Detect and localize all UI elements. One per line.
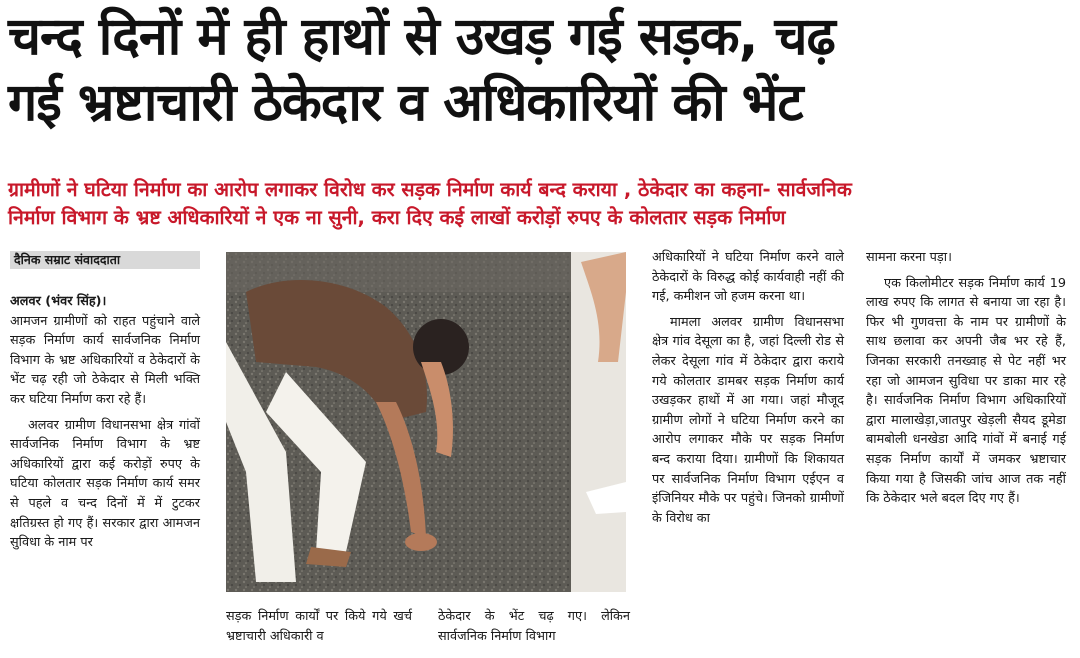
subheadline-line-2: निर्माण विभाग के भ्रष्ट अधिकारियों ने एक ना सुनी, करा दिए कई लाखों करोड़ों रुपए के कोलतार सड़क निर्माण bbox=[8, 206, 786, 229]
article-column-2 bbox=[226, 607, 412, 652]
paragraph: सड़क निर्माण कार्यों पर किये गये खर्च भ्रष्टाचारी अधिकारी व bbox=[226, 609, 412, 644]
subheadline bbox=[8, 176, 1072, 232]
subheadline-line-1: ग्रामीणों ने घटिया निर्माण का आरोप लगाकर विरोध कर सड़क निर्माण कार्य बन्द कराया , ठेकेदार का कहना- सार्वजनिक bbox=[8, 178, 852, 201]
dateline-paragraph bbox=[10, 292, 200, 312]
paragraph: सामना करना पड़ा। bbox=[866, 250, 952, 265]
news-photo bbox=[226, 252, 626, 592]
photo-illustration bbox=[226, 252, 626, 592]
headline-line-1: चन्द दिनों में ही हाथों से उखड़ गई सड़क, चढ़ bbox=[8, 7, 835, 67]
article-column-3 bbox=[438, 607, 630, 652]
byline: दैनिक सम्राट संवाददाता bbox=[10, 251, 200, 269]
headline bbox=[8, 4, 1072, 136]
paragraph: एक किलोमीटर सड़क निर्माण कार्य 19 लाख रुपए कि लागत से बनाया जा रहा है। फिर भी गुणवत्ता के नाम पर ग्रामीणों के साथ छलावा कर अपनी जैब भर रहे हैं, जिनका सरकारी तनख्वाह से पेट नहीं भर रहा जो आमजन सुविधा पर डाका मार रहे है। सार्वजनिक निर्माण विभाग अधिकारियों द्वारा मालाखेड़ा,जातपुर खेड़ली सैयद डूमेडा बामबोली धनखेडा आदि गांवों में बनाई गई सड़क निर्माण कार्यों में जमकर भ्रष्टाचार किया गया है जिसकी जांच आज तक नहीं कि ठेकेदार भले बदल दिए गए हैं। bbox=[866, 275, 1066, 507]
paragraph: मामला अलवर ग्रामीण विधानसभा क्षेत्र गांव देसूला का है, जहां दिल्ली रोड से लेकर देसूला गांव में ठेकेदार द्वारा कराये गये कोलतार डामबर सड़क निर्माण कार्य उखड़कर हाथों में आ गया। जहां मौजूद ग्रामीण लोगों ने घटिया निर्माण करने का आरोप लगाकर मौके पर सड़क निर्माण बन्द कराया दिया। ग्रामीणों कि शिकायत पर सार्वजनिक निर्माण विभाग एईएन व इंजिनियर मौके पर पहुंचे। जिनको ग्रामीणों के विरोध का bbox=[652, 314, 844, 526]
article-column-1 bbox=[10, 292, 200, 559]
headline-line-2: गई भ्रष्टाचारी ठेकेदार व अधिकारियों की भेंट bbox=[8, 73, 803, 133]
article-column-4 bbox=[652, 248, 844, 534]
dateline: अलवर (भंवर सिंह)। bbox=[10, 294, 107, 309]
paragraph: ठेकेदार के भेंट चढ़ गए। लेकिन सार्वजनिक निर्माण विभाग bbox=[438, 609, 630, 644]
paragraph: अलवर ग्रामीण विधानसभा क्षेत्र गांवों सार्वजनिक निर्माण विभाग के भ्रष्ट अधिकारियों द्वारा कई करोड़ों रुपए के घटिया कोलतार सड़क निर्माण कार्य समर से पहले व चन्द दिनों में में टुटकर क्षतिग्रस्त हो गए हैं। सरकार द्वारा आमजन सुविधा के नाम पर bbox=[10, 417, 200, 551]
article-column-5 bbox=[866, 248, 1066, 515]
paragraph: आमजन ग्रामीणों को राहत पहुंचाने वाले सड़क निर्माण कार्य सार्वजनिक निर्माण विभाग के भ्रष्ट अधिकारियों व ठेकेदारों के भेंट चढ़ रही जो ठेकेदार से मिली भक्ति कर घटिया निर्माण करा रहे हैं। bbox=[10, 313, 200, 407]
paragraph: अधिकारियों ने घटिया निर्माण करने वाले ठेकेदारों के विरुद्ध कोई कार्यवाही नहीं की गई, कमीशन जो हजम करना था। bbox=[652, 250, 844, 305]
